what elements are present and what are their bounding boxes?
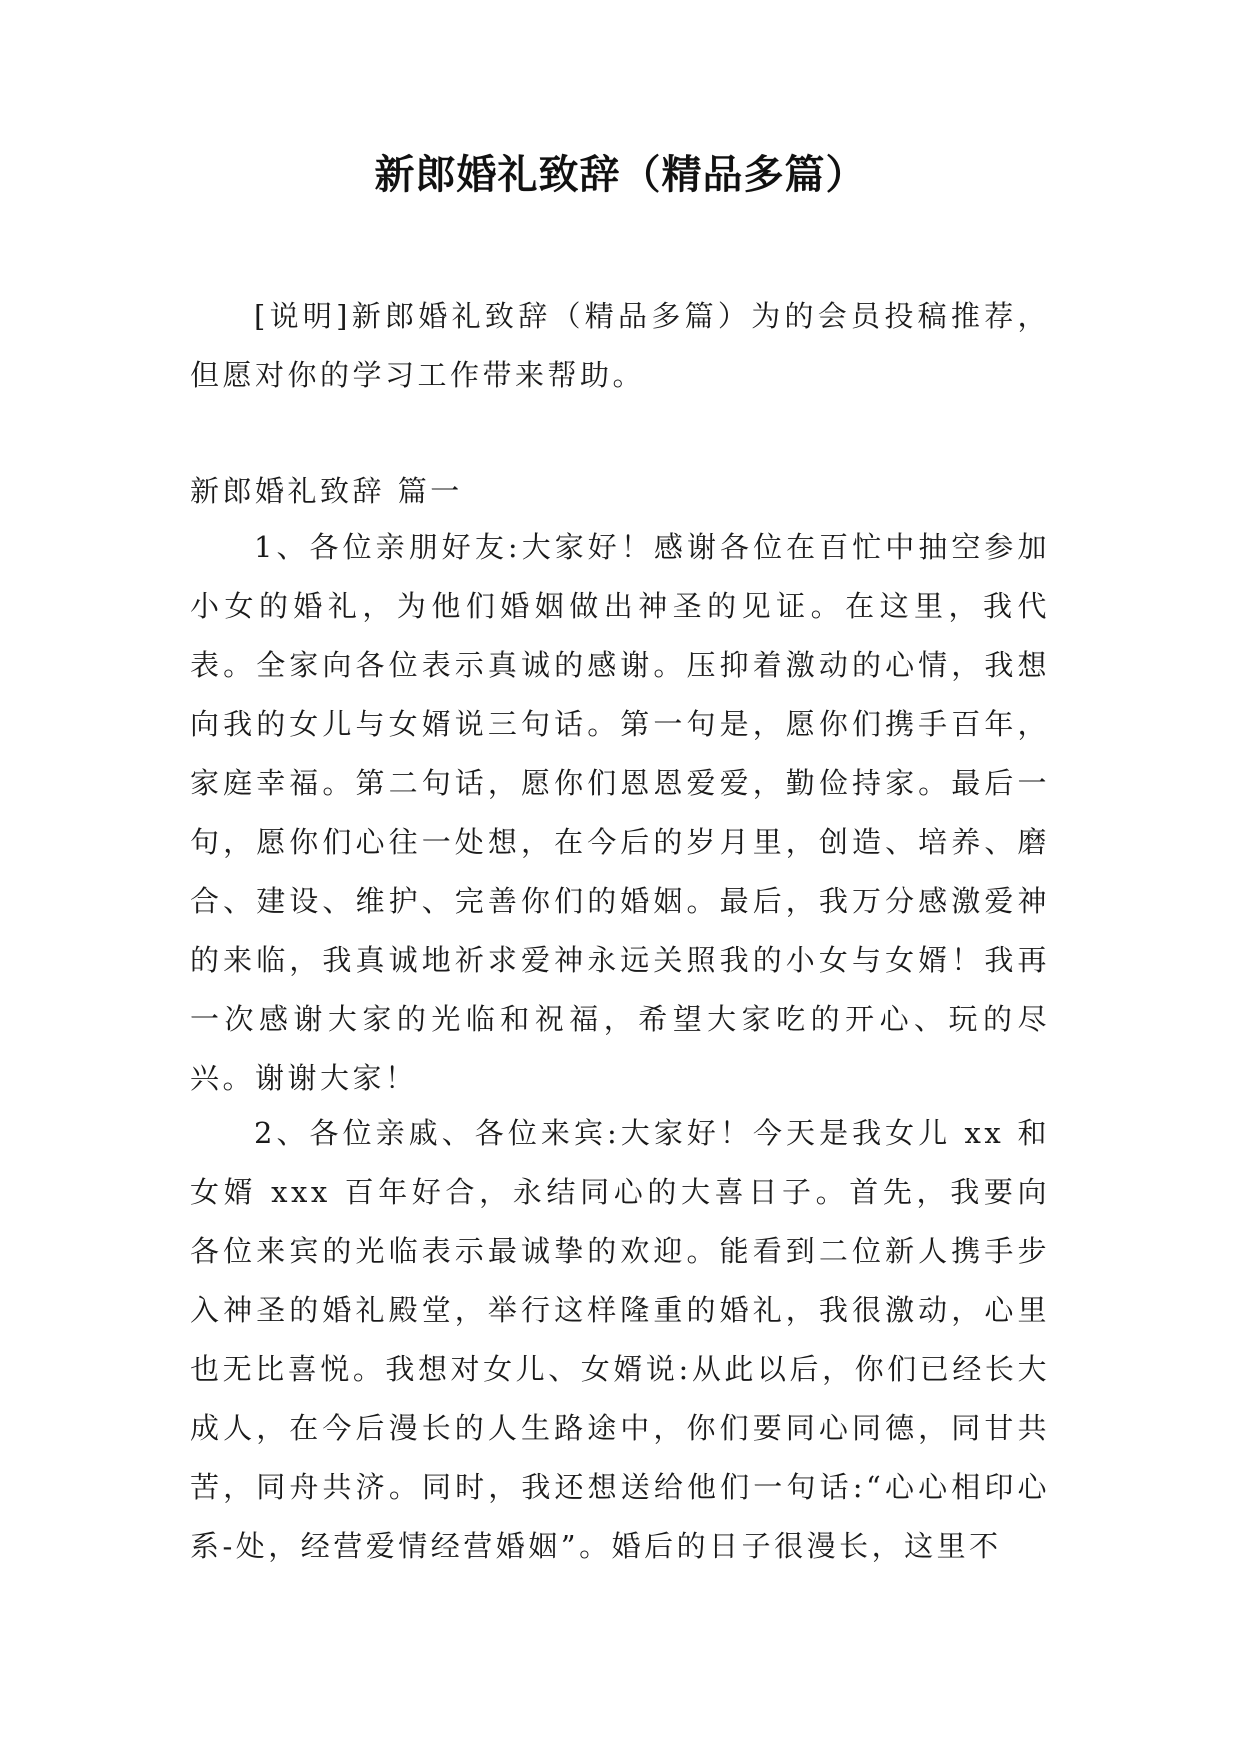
section-heading: 新郎婚礼致辞 篇一 bbox=[190, 474, 463, 508]
paragraph-1: 1、各位亲朋好友:大家好！感谢各位在百忙中抽空参加小女的婚礼，为他们婚姻做出神圣的见证。在这里，我代表。全家向各位表示真诚的感谢。压抑着激动的心情，我想向我的女儿与女婿说三句话。第一句是，愿你们携手百年，家庭幸福。第二句话，愿你们恩恩爱爱，勤俭持家。最后一句，愿你们心往一处想，在今后的岁月里，创造、培养、磨合、建设、维护、完善你们的婚姻。最后，我万分感激爱神的来临，我真诚地祈求爱神永远关照我的小女与女婿！我再一次感谢大家的光临和祝福，希望大家吃的开心、玩的尽兴。谢谢大家！ bbox=[190, 530, 1050, 1095]
paragraph-2: 2、各位亲戚、各位来宾:大家好！今天是我女儿 xx 和女婿 xxx 百年好合，永结同心的大喜日子。首先，我要向各位来宾的光临表示最诚挚的欢迎。能看到二位新人携手步入神圣的婚礼殿堂，举行这样隆重的婚礼，我很激动，心里也无比喜悦。我想对女儿、女婿说:从此以后，你们已经长大成人，在今后漫长的人生路途中，你们要同心同德，同甘共苦，同舟共济。同时，我还想送给他们一句话:“心心相印心系-处，经营爱情经营婚姻”。婚后的日子很漫长，这里不 bbox=[190, 1116, 1050, 1563]
document-title: 新郎婚礼致辞（精品多篇） bbox=[374, 151, 867, 198]
intro-note: [说明]新郎婚礼致辞（精品多篇）为的会员投稿推荐，但愿对你的学习工作带来帮助。 bbox=[190, 299, 1050, 392]
